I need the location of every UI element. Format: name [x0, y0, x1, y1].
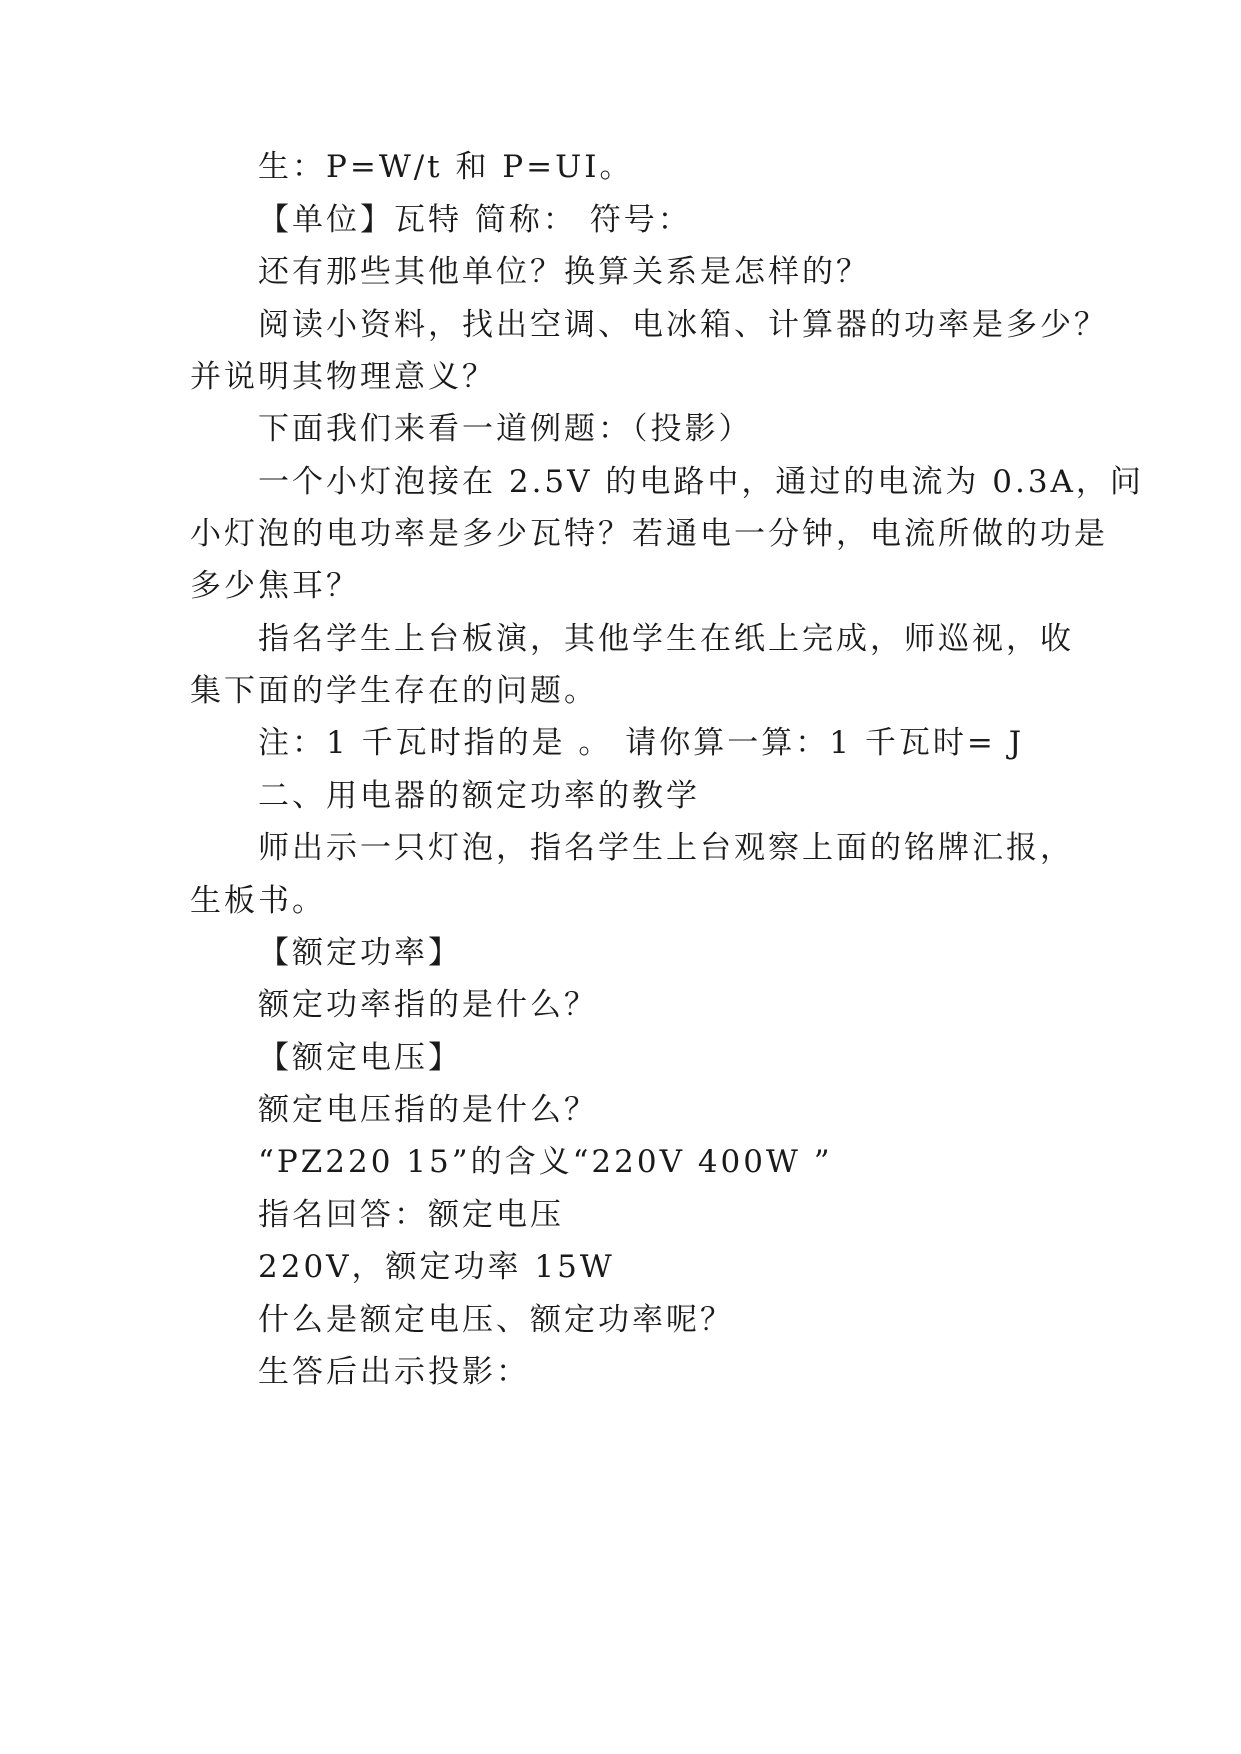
text-line: 指名学生上台板演，其他学生在纸上完成，师巡视，收: [258, 621, 1074, 657]
text-line: 生板书。: [190, 883, 326, 919]
text-line: 额定电压指的是什么？: [258, 1092, 598, 1128]
text-line: 一个小灯泡接在 2.5V 的电路中，通过的电流为 0.3A，问: [258, 464, 1144, 500]
text-line: 【额定电压】: [258, 1040, 462, 1076]
text-line: 小灯泡的电功率是多少瓦特？若通电一分钟，电流所做的功是: [190, 516, 1108, 552]
text-line: 下面我们来看一道例题：（投影）: [258, 411, 753, 447]
text-line: 生答后出示投影：: [258, 1354, 530, 1390]
text-line: 【额定功率】: [258, 935, 462, 971]
text-line: 还有那些其他单位？换算关系是怎样的？: [258, 254, 870, 290]
text-line: 什么是额定电压、额定功率呢？: [258, 1302, 734, 1338]
text-line: 并说明其物理意义？: [190, 359, 496, 395]
text-line: 多少焦耳？: [190, 568, 360, 604]
text-line: 生：P=W/t 和 P=UI。: [258, 149, 634, 185]
text-line: 【单位】瓦特 简称： 符号：: [258, 202, 692, 238]
text-line: 师出示一只灯泡，指名学生上台观察上面的铭牌汇报，: [258, 830, 1074, 866]
text-line: 额定功率指的是什么？: [258, 987, 598, 1023]
text-line: 指名回答：额定电压: [258, 1197, 564, 1233]
text-line: “PZ220 15”的含义“220V 400W ”: [258, 1144, 833, 1180]
text-line: 注：1 千瓦时指的是 。 请你算一算：1 千瓦时= J: [258, 725, 1025, 761]
text-line: 二、用电器的额定功率的教学: [258, 778, 700, 814]
text-line: 阅读小资料，找出空调、电冰箱、计算器的功率是多少？: [258, 307, 1108, 343]
text-line: 集下面的学生存在的问题。: [190, 673, 598, 709]
text-line: 220V，额定功率 15W: [258, 1249, 615, 1285]
